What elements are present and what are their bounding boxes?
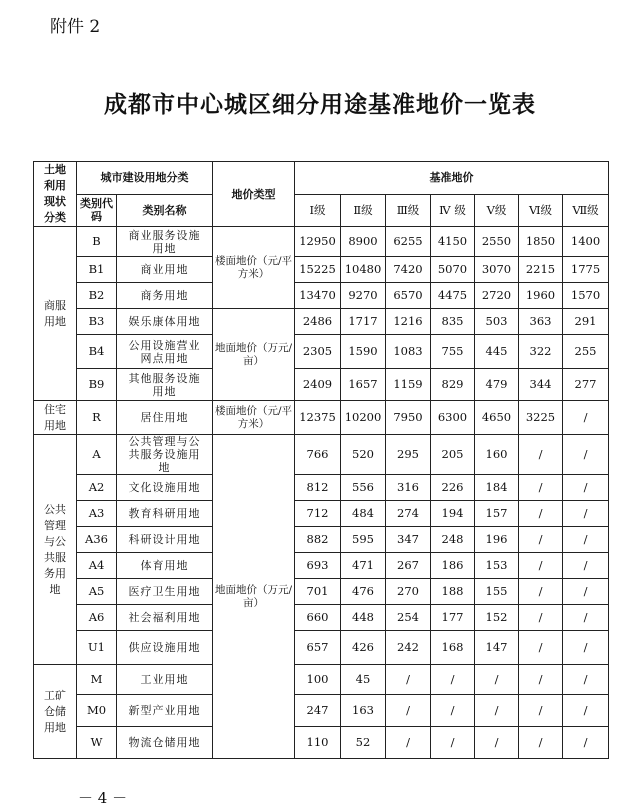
category-code: B2 (77, 283, 117, 309)
category-name: 公用设施营业网点用地 (117, 335, 213, 369)
category-code: A6 (77, 605, 117, 631)
price-value: 1657 (341, 369, 386, 401)
price-value: 12375 (295, 401, 341, 435)
land-group-label: 商服用地 (34, 227, 77, 401)
price-value: 347 (386, 527, 431, 553)
price-value: / (519, 527, 563, 553)
price-value: 242 (386, 631, 431, 665)
price-value: 10480 (341, 257, 386, 283)
price-value: 186 (431, 553, 475, 579)
price-value: 1775 (563, 257, 609, 283)
category-name: 新型产业用地 (117, 695, 213, 727)
category-name: 商务用地 (117, 283, 213, 309)
price-value: 155 (475, 579, 519, 605)
price-value: 13470 (295, 283, 341, 309)
category-code: B4 (77, 335, 117, 369)
price-value: / (519, 475, 563, 501)
header-price-type: 地价类型 (213, 162, 295, 227)
table-row (34, 631, 609, 665)
category-code: B (77, 227, 117, 257)
category-code: B1 (77, 257, 117, 283)
price-value: 247 (295, 695, 341, 727)
price-value: / (519, 727, 563, 759)
price-value: 267 (386, 553, 431, 579)
category-name: 居住用地 (117, 401, 213, 435)
header-base-price: 基准地价 (295, 162, 609, 195)
price-value: / (563, 695, 609, 727)
header-level-2: Ⅱ级 (341, 194, 386, 227)
category-name: 供应设施用地 (117, 631, 213, 665)
price-value: / (431, 727, 475, 759)
header-name: 类别名称 (117, 194, 213, 227)
price-value: 291 (563, 309, 609, 335)
price-value: 344 (519, 369, 563, 401)
price-value: 205 (431, 435, 475, 475)
price-value: 479 (475, 369, 519, 401)
table-row (34, 335, 609, 369)
category-code: U1 (77, 631, 117, 665)
header-level-7: Ⅶ级 (563, 194, 609, 227)
price-type-label: 地面地价（万元/亩） (213, 309, 295, 401)
category-code: A36 (77, 527, 117, 553)
table-row (34, 665, 609, 695)
price-value: / (519, 501, 563, 527)
category-code: R (77, 401, 117, 435)
price-value: 10200 (341, 401, 386, 435)
header-level-1: Ⅰ级 (295, 194, 341, 227)
category-code: A (77, 435, 117, 475)
price-value: 2720 (475, 283, 519, 309)
price-value: 1850 (519, 227, 563, 257)
price-value: 15225 (295, 257, 341, 283)
category-name: 物流仓储用地 (117, 727, 213, 759)
price-value: 829 (431, 369, 475, 401)
price-value: 316 (386, 475, 431, 501)
land-group-label: 工矿仓储用地 (34, 665, 77, 759)
price-value: 6570 (386, 283, 431, 309)
table-row (34, 401, 609, 435)
table-row (34, 283, 609, 309)
price-value: 1216 (386, 309, 431, 335)
category-name: 商业用地 (117, 257, 213, 283)
price-value: 835 (431, 309, 475, 335)
price-value: / (519, 579, 563, 605)
category-name: 其他服务设施用地 (117, 369, 213, 401)
category-name: 社会福利用地 (117, 605, 213, 631)
price-value: 6300 (431, 401, 475, 435)
price-value: 177 (431, 605, 475, 631)
price-value: 45 (341, 665, 386, 695)
price-value: 657 (295, 631, 341, 665)
category-name: 文化设施用地 (117, 475, 213, 501)
price-value: 2409 (295, 369, 341, 401)
price-value: / (563, 665, 609, 695)
price-value: 226 (431, 475, 475, 501)
category-code: A3 (77, 501, 117, 527)
price-value: 163 (341, 695, 386, 727)
category-name: 工业用地 (117, 665, 213, 695)
category-name: 商业服务设施用地 (117, 227, 213, 257)
price-value: 1590 (341, 335, 386, 369)
header-landuse: 土地利用现状分类 (34, 162, 77, 227)
annex-label: 附件 2 (50, 17, 101, 37)
price-value: 52 (341, 727, 386, 759)
price-value: 248 (431, 527, 475, 553)
category-code: B3 (77, 309, 117, 335)
category-code: A2 (77, 475, 117, 501)
category-code: A5 (77, 579, 117, 605)
price-value: / (563, 435, 609, 475)
price-value: 9270 (341, 283, 386, 309)
table-row (34, 369, 609, 401)
category-name: 娱乐康体用地 (117, 309, 213, 335)
price-value: / (475, 695, 519, 727)
price-value: 3070 (475, 257, 519, 283)
price-value: 712 (295, 501, 341, 527)
price-value: 882 (295, 527, 341, 553)
price-value: 322 (519, 335, 563, 369)
price-value: / (563, 527, 609, 553)
price-value: / (563, 401, 609, 435)
price-value: 363 (519, 309, 563, 335)
price-value: 445 (475, 335, 519, 369)
header-level-6: Ⅵ级 (519, 194, 563, 227)
page-number: － 4 － (78, 789, 128, 807)
price-value: 254 (386, 605, 431, 631)
table-row (34, 227, 609, 257)
price-value: 196 (475, 527, 519, 553)
price-value: / (563, 579, 609, 605)
price-value: 1159 (386, 369, 431, 401)
price-value: 255 (563, 335, 609, 369)
price-value: / (519, 695, 563, 727)
category-code: A4 (77, 553, 117, 579)
price-value: 595 (341, 527, 386, 553)
price-value: 7950 (386, 401, 431, 435)
price-value: / (475, 727, 519, 759)
table-row (34, 579, 609, 605)
category-name: 医疗卫生用地 (117, 579, 213, 605)
category-code: M0 (77, 695, 117, 727)
price-value: 184 (475, 475, 519, 501)
price-value: 426 (341, 631, 386, 665)
price-value: / (563, 631, 609, 665)
price-value: 8900 (341, 227, 386, 257)
table-row (34, 605, 609, 631)
price-value: 6255 (386, 227, 431, 257)
price-value: / (519, 631, 563, 665)
price-value: 476 (341, 579, 386, 605)
price-value: 160 (475, 435, 519, 475)
table-row (34, 527, 609, 553)
price-value: 556 (341, 475, 386, 501)
price-value: / (386, 665, 431, 695)
price-value: 1083 (386, 335, 431, 369)
table-row (34, 727, 609, 759)
price-value: 4475 (431, 283, 475, 309)
table-row (34, 695, 609, 727)
category-name: 教育科研用地 (117, 501, 213, 527)
header-level-4: Ⅳ 级 (431, 194, 475, 227)
price-value: / (431, 665, 475, 695)
price-value: / (519, 435, 563, 475)
price-value: / (563, 501, 609, 527)
price-value: 5070 (431, 257, 475, 283)
price-value: / (563, 727, 609, 759)
price-value: / (563, 553, 609, 579)
category-code: M (77, 665, 117, 695)
price-value: / (475, 665, 519, 695)
table-row (34, 475, 609, 501)
table-row (34, 501, 609, 527)
header-level-3: Ⅲ级 (386, 194, 431, 227)
price-value: 274 (386, 501, 431, 527)
page-title: 成都市中心城区细分用途基准地价一览表 (104, 91, 536, 118)
price-value: 270 (386, 579, 431, 605)
price-value: 2550 (475, 227, 519, 257)
price-value: 7420 (386, 257, 431, 283)
price-value: / (563, 475, 609, 501)
price-value: 147 (475, 631, 519, 665)
price-value: 766 (295, 435, 341, 475)
price-value: / (519, 605, 563, 631)
price-value: 188 (431, 579, 475, 605)
price-value: 755 (431, 335, 475, 369)
price-value: 1960 (519, 283, 563, 309)
header-code: 类别代码 (77, 194, 117, 227)
price-value: 520 (341, 435, 386, 475)
price-value: 503 (475, 309, 519, 335)
price-value: / (386, 695, 431, 727)
price-value: 4650 (475, 401, 519, 435)
price-value: 4150 (431, 227, 475, 257)
table-row (34, 435, 609, 475)
price-value: 2486 (295, 309, 341, 335)
price-value: 660 (295, 605, 341, 631)
price-value: 812 (295, 475, 341, 501)
land-group-label: 公共管理与公共服务用地 (34, 435, 77, 665)
price-value: 295 (386, 435, 431, 475)
price-value: / (519, 553, 563, 579)
header-level-5: Ⅴ级 (475, 194, 519, 227)
table-row (34, 257, 609, 283)
price-value: 2215 (519, 257, 563, 283)
category-name: 体育用地 (117, 553, 213, 579)
price-value: 693 (295, 553, 341, 579)
price-value: 110 (295, 727, 341, 759)
price-value: 701 (295, 579, 341, 605)
category-code: B9 (77, 369, 117, 401)
price-value: / (563, 605, 609, 631)
category-name: 科研设计用地 (117, 527, 213, 553)
price-value: 194 (431, 501, 475, 527)
category-name: 公共管理与公共服务设施用地 (117, 435, 213, 475)
price-value: 3225 (519, 401, 563, 435)
price-value: 157 (475, 501, 519, 527)
price-value: 2305 (295, 335, 341, 369)
price-value: 484 (341, 501, 386, 527)
price-value: 100 (295, 665, 341, 695)
price-value: / (519, 665, 563, 695)
header-urban-class: 城市建设用地分类 (77, 162, 213, 195)
price-type-label: 楼面地价（元/平方米） (213, 401, 295, 435)
price-value: 1717 (341, 309, 386, 335)
land-group-label: 住宅用地 (34, 401, 77, 435)
price-value: / (431, 695, 475, 727)
price-value: 152 (475, 605, 519, 631)
price-value: / (386, 727, 431, 759)
table-row (34, 309, 609, 335)
price-value: 1570 (563, 283, 609, 309)
price-value: 153 (475, 553, 519, 579)
price-value: 1400 (563, 227, 609, 257)
category-code: W (77, 727, 117, 759)
land-price-table (33, 161, 609, 759)
price-type-label: 楼面地价（元/平方米） (213, 227, 295, 309)
price-value: 448 (341, 605, 386, 631)
price-value: 277 (563, 369, 609, 401)
table-row (34, 553, 609, 579)
price-value: 471 (341, 553, 386, 579)
price-type-label: 地面地价（万元/亩） (213, 435, 295, 759)
price-value: 168 (431, 631, 475, 665)
price-value: 12950 (295, 227, 341, 257)
